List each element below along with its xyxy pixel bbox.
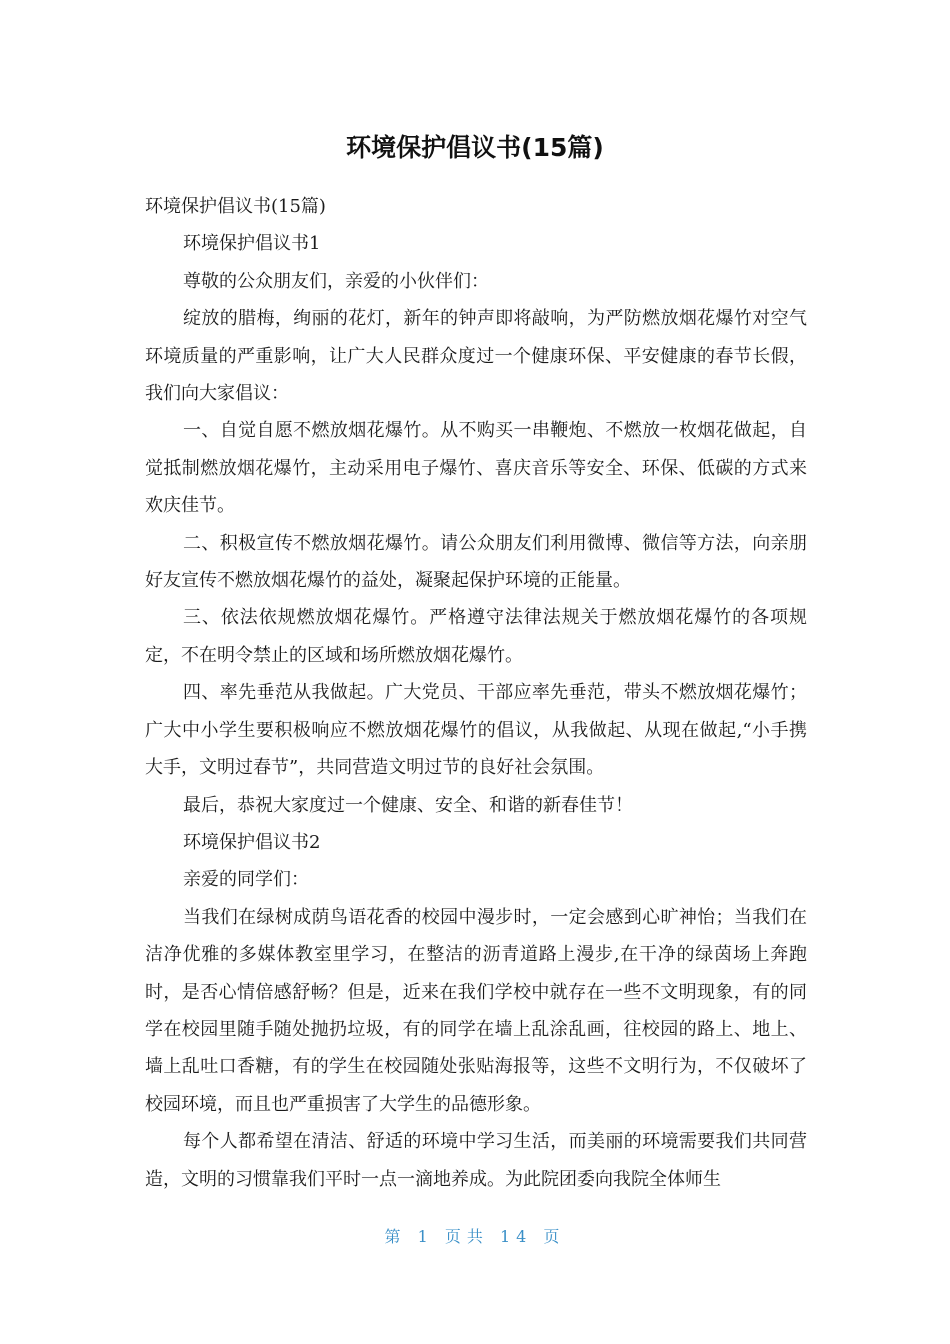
paragraph: 环境保护倡议书2 [183,831,321,853]
paragraph: 最后，恭祝大家度过一个健康、安全、和谐的新春佳节！ [183,794,633,816]
paragraph: 三、依法依规燃放烟花爆竹。严格遵守法律法规关于燃放烟花爆竹的各项规定，不在明令禁止的区域和场所燃放烟花爆竹。 [145,607,807,666]
paragraph: 环境保护倡议书(15篇) [145,196,326,217]
document-title: 环境保护倡议书(15篇) [346,133,604,162]
paragraph: 一、自觉自愿不燃放烟花爆竹。从不购买一串鞭炮、不燃放一枚烟花做起，自觉抵制燃放烟花爆竹，主动采用电子爆竹、喜庆音乐等安全、环保、低碳的方式来欢庆佳节。 [145,420,807,517]
paragraph: 绽放的腊梅，绚丽的花灯，新年的钟声即将敲响，为严防燃放烟花爆竹对空气环境质量的严重影响，让广大人民群众度过一个健康环保、平安健康的春节长假，我们向大家倡议： [145,308,807,405]
paragraph: 环境保护倡议书1 [183,233,321,255]
paragraph: 二、积极宣传不燃放烟花爆竹。请公众朋友们利用微博、微信等方法，向亲朋好友宣传不燃放烟花爆竹的益处，凝聚起保护环境的正能量。 [145,532,807,592]
page-number-footer: 第 1 页共 14 页 [384,1227,566,1246]
paragraph: 每个人都希望在清洁、舒适的环境中学习生活，而美丽的环境需要我们共同营造，文明的习惯靠我们平时一点一滴地养成。为此院团委向我院全体师生 [145,1131,807,1190]
paragraph: 四、率先垂范从我做起。广大党员、干部应率先垂范，带头不燃放烟花爆竹；广大中小学生要积极响应不燃放烟花爆竹的倡议，从我做起、从现在做起,“小手携大手，文明过春节”，共同营造文明过节的良好社会氛围。 [145,682,807,779]
document-body [145,188,807,1198]
paragraph: 亲爱的同学们： [183,869,309,891]
paragraph: 尊敬的公众朋友们，亲爱的小伙伴们： [183,270,489,292]
paragraph: 当我们在绿树成荫鸟语花香的校园中漫步时，一定会感到心旷神怡；当我们在洁净优雅的多媒体教室里学习，在整洁的沥青道路上漫步,在干净的绿茵场上奔跑时，是否心情倍感舒畅？但是，近来在我们学校中就存在一些不文明现象，有的同学在校园里随手随处抛扔垃圾，有的同学在墙上乱涂乱画，往校园的路上、地上、墙上乱吐口香糖，有的学生在校园随处张贴海报等，这些不文明行为，不仅破坏了校园环境，而且也严重损害了大学生的品德形象。 [145,906,807,1115]
